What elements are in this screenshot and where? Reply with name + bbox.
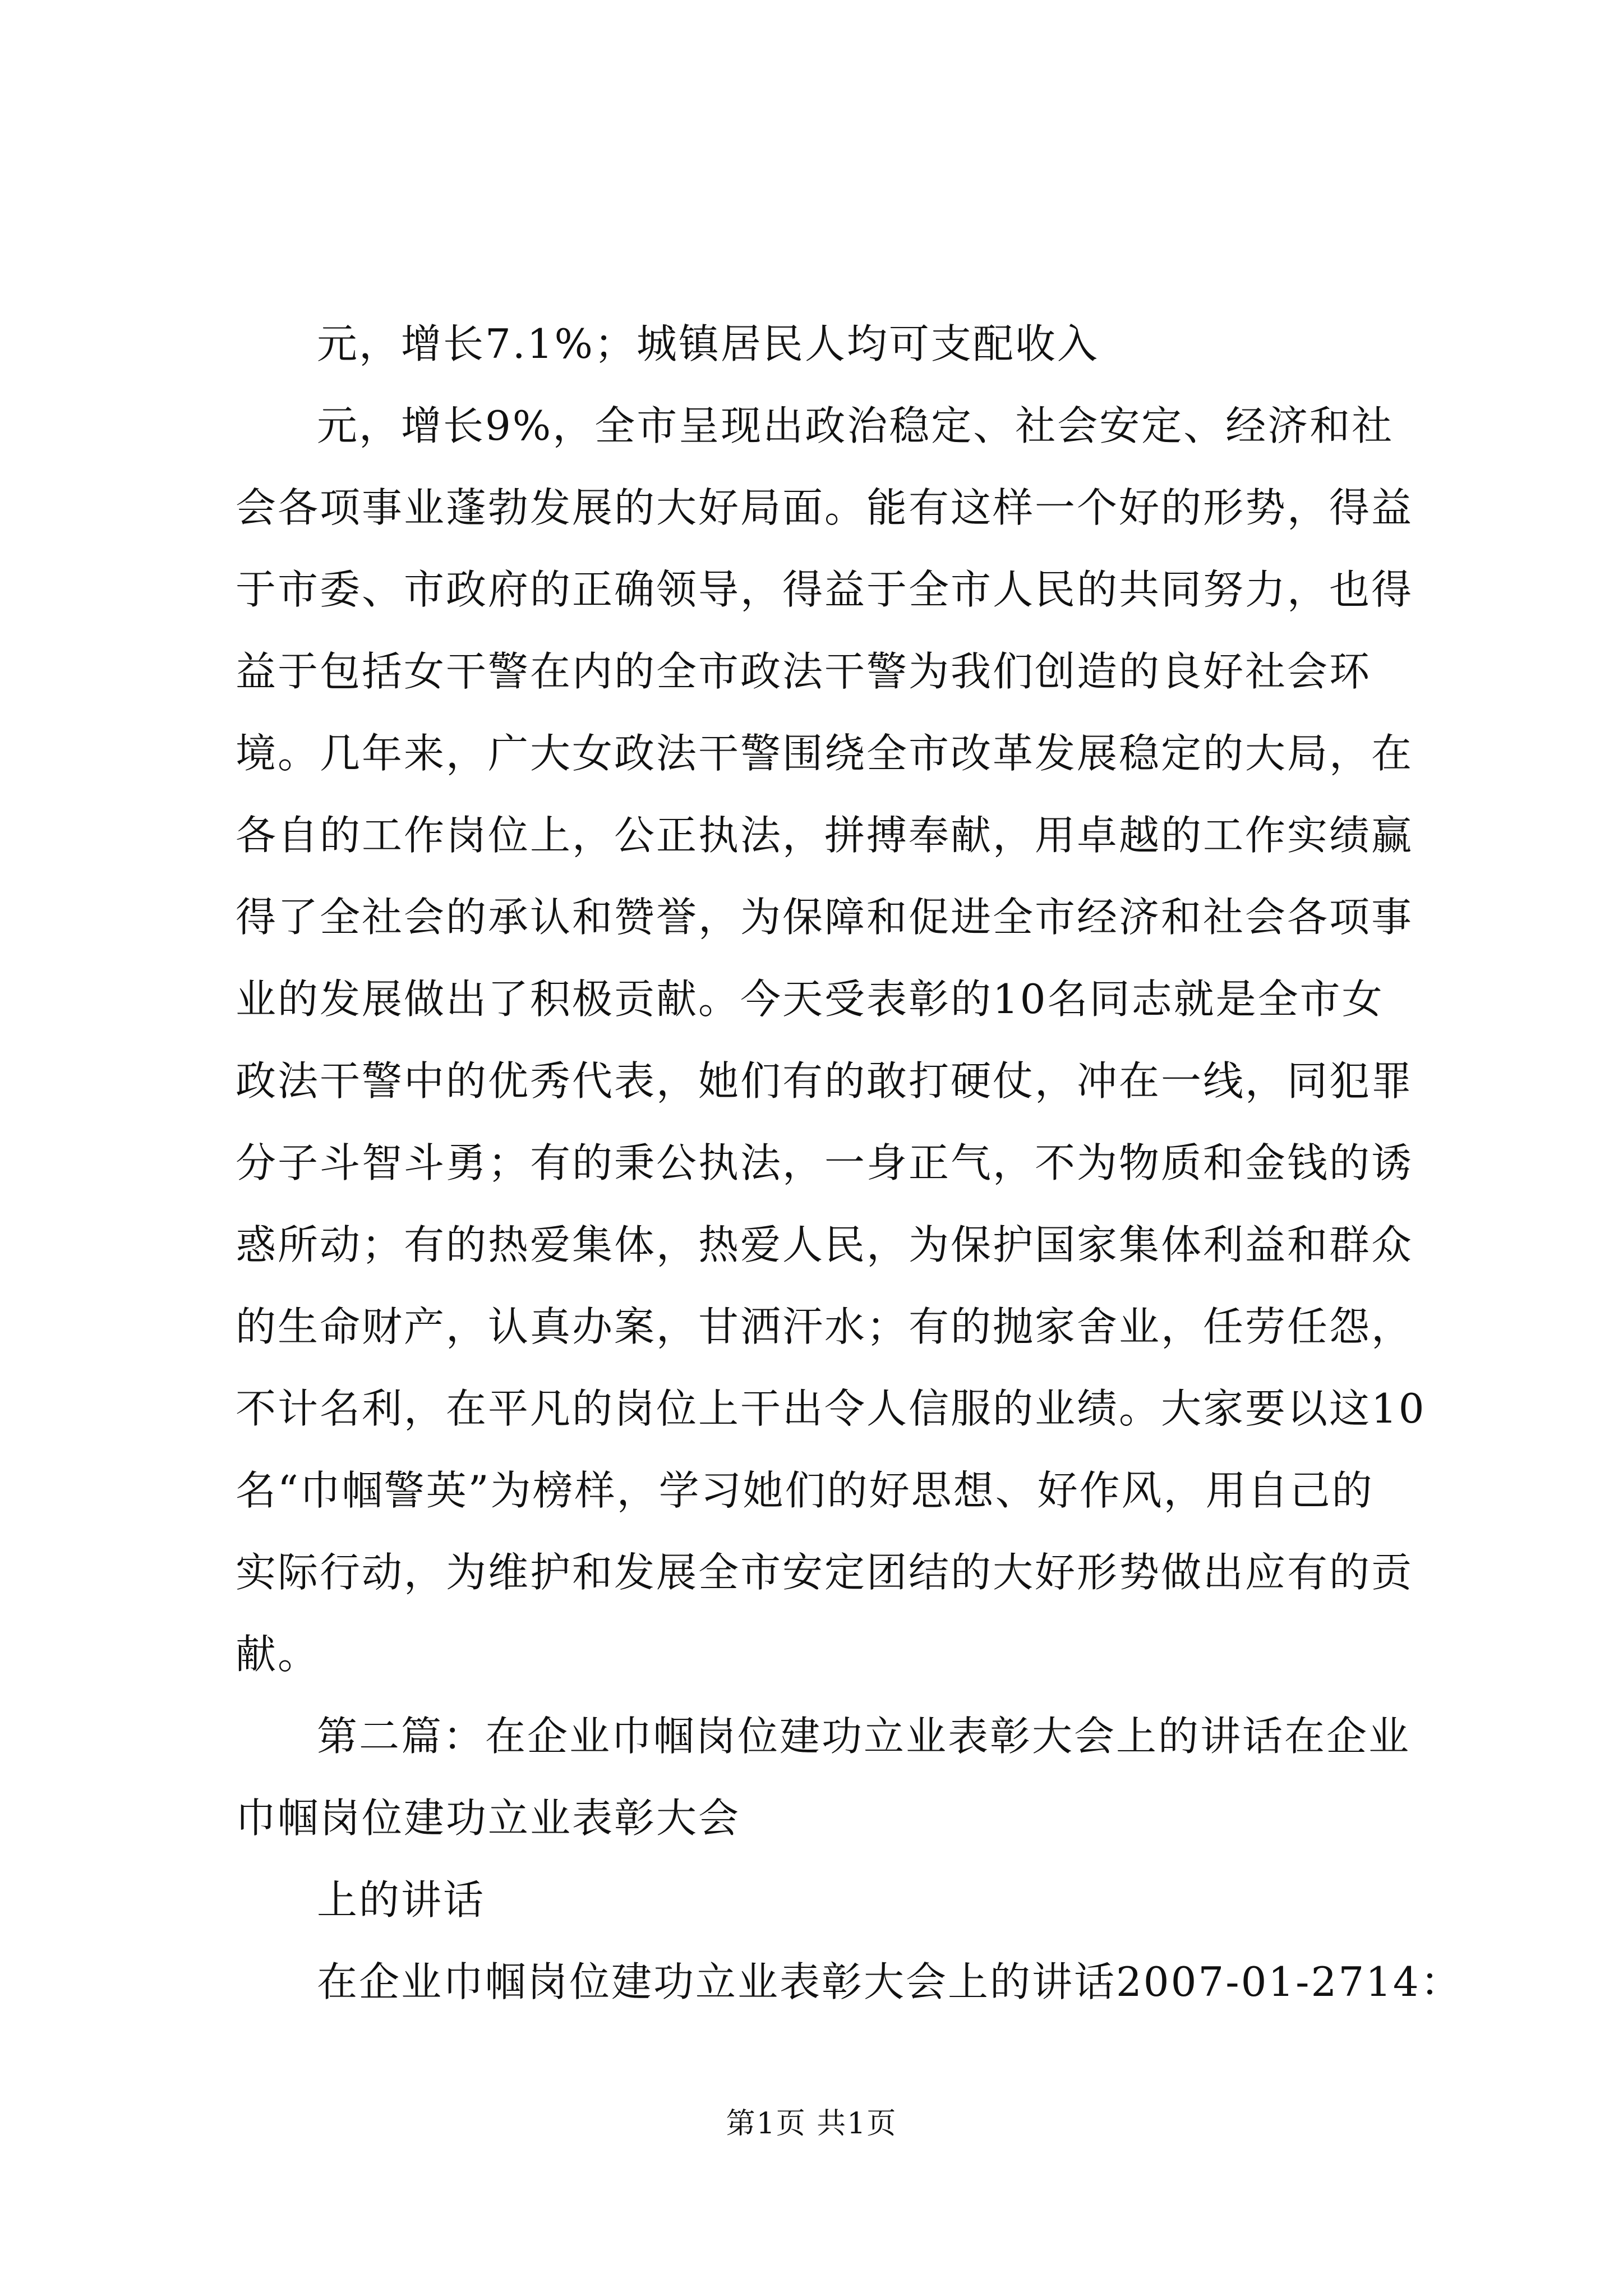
text-line: 元，增长7.1%；城镇居民人均可支配收入 [317,320,1099,367]
text-line: 分子斗智斗勇；有的秉公执法，一身正气，不为物质和金钱的诱 [236,1139,1414,1186]
text-line: 益于包括女干警在内的全市政法干警为我们创造的良好社会环 [236,648,1372,695]
section-heading-line: 第二篇：在企业巾帼岗位建功立业表彰大会上的讲话在企业 [317,1713,1411,1760]
text-line: 政法干警中的优秀代表，她们有的敢打硬仗，冲在一线，同犯罪 [236,1057,1414,1105]
text-line: 在企业巾帼岗位建功立业表彰大会上的讲话2007-01-2714： [317,1958,1463,2005]
text-line: 献。 [236,1631,320,1678]
section-heading-line: 巾帼岗位建功立业表彰大会 [236,1795,741,1842]
text-line: 实际行动，为维护和发展全市安定团结的大好形势做出应有的贡 [236,1549,1414,1596]
text-line: 得了全社会的承认和赞誉，为保障和促进全市经济和社会各项事 [236,894,1414,941]
text-line: 于市委、市政府的正确领导，得益于全市人民的共同努力，也得 [236,566,1414,613]
page-number-footer: 第1页 共1页 [726,2107,897,2141]
text-line: 的生命财产，认真办案，甘洒汗水；有的抛家舍业，任劳任怨， [236,1303,1414,1350]
text-line: 境。几年来，广大女政法干警围绕全市改革发展稳定的大局，在 [236,730,1414,777]
text-line: 上的讲话 [317,1876,486,1924]
document-body [236,303,1463,2023]
text-line: 会各项事业蓬勃发展的大好局面。能有这样一个好的形势，得益 [236,484,1414,531]
text-line: 各自的工作岗位上，公正执法，拼搏奉献，用卓越的工作实绩赢 [236,812,1414,859]
text-line: 元，增长9%，全市呈现出政治稳定、社会安定、经济和社 [317,402,1394,449]
text-line: 惑所动；有的热爱集体，热爱人民，为保护国家集体利益和群众 [236,1221,1414,1268]
text-line: 业的发展做出了积极贡献。今天受表彰的10名同志就是全市女 [236,976,1384,1023]
text-line: 不计名利，在平凡的岗位上干出令人信服的业绩。大家要以这10 [236,1385,1426,1432]
text-line: 名“巾帼警英”为榜样，学习她们的好思想、好作风，用自己的 [236,1467,1374,1514]
